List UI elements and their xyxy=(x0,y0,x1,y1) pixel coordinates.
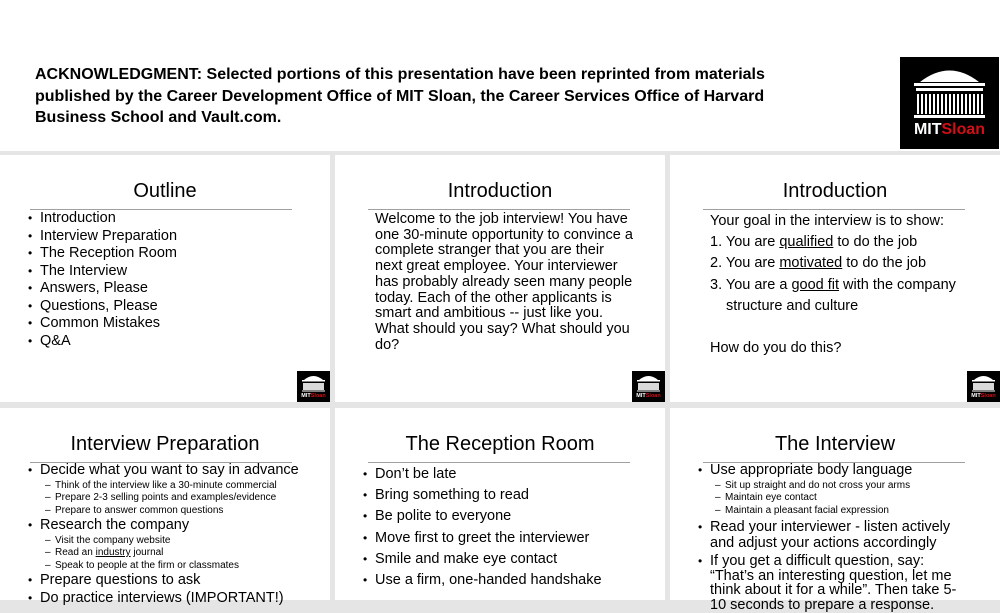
sub-list xyxy=(45,535,299,573)
goal-item-3-continued: structure and culture xyxy=(726,297,859,314)
paragraph-line: do? xyxy=(375,336,400,353)
logo-wordmark: MITSloan xyxy=(636,393,661,399)
paragraph-line: What should you say? What should you xyxy=(375,320,630,337)
title-rule xyxy=(368,462,630,463)
sub-item: – Sit up straight and do not cross your arms xyxy=(715,480,956,493)
list-item: • Answers, Please xyxy=(40,280,177,298)
slide-title: Interview Preparation xyxy=(70,433,260,455)
slide-introduction-2 xyxy=(670,155,1000,402)
goal-item-3: 3. You are a good fit with the company xyxy=(710,276,956,293)
goals-question: How do you do this? xyxy=(710,340,842,357)
goals-text xyxy=(710,211,956,359)
slide-title: The Interview xyxy=(774,433,896,455)
list-item: • Decide what you want to say in advance – Think of the interview like a 30-minute commercial – Prepare 2-3 selling points and examples/evidence – Prepare to answer common questions xyxy=(40,462,299,517)
paragraph-line: complete stranger that you are their xyxy=(375,242,604,259)
title-rule xyxy=(368,209,630,210)
list-item: • Research the company – Visit the company website – Read an industry journal – Speak to people at the firm or classmates xyxy=(40,517,299,572)
ack-line-3: Business School and Vault.com. xyxy=(35,109,282,126)
list-item: • Q&A xyxy=(40,333,177,351)
mit-sloan-logo-small xyxy=(967,371,1000,402)
acknowledgment-header xyxy=(0,0,1000,151)
logo-wordmark: MITSloan xyxy=(971,393,996,399)
list-item: • If you get a difficult question, say: “That’s an interesting question, let me think about it for a while”. Then take 5- 10 seconds to prepare a response. xyxy=(710,554,956,612)
list-item: • Don’t be late xyxy=(375,464,602,485)
logo-wordmark: MITSloan xyxy=(913,121,986,138)
list-item: • Introduction xyxy=(40,210,177,228)
slide-reception-room xyxy=(335,408,665,600)
list-item: • Be polite to everyone xyxy=(375,506,602,527)
paragraph-line: smart and ambitious -- just like you. xyxy=(375,305,604,322)
slide-title: Outline xyxy=(133,180,197,202)
sub-item: – Think of the interview like a 30-minute commercial xyxy=(45,480,299,493)
sub-item: – Maintain a pleasant facial expression xyxy=(715,505,956,518)
list-item: • Prepare questions to ask xyxy=(40,572,299,590)
slide-title: Introduction xyxy=(782,180,888,202)
outline-list xyxy=(40,210,177,350)
prep-list xyxy=(40,462,299,607)
list-item: • Use appropriate body language – Sit up straight and do not cross your arms – Maintain eye contact – Maintain a pleasant facial expression xyxy=(710,462,956,517)
list-item: • Bring something to read xyxy=(375,485,602,506)
sub-item: – Read an industry journal xyxy=(45,547,299,560)
sub-list xyxy=(715,480,956,518)
list-item: • Questions, Please xyxy=(40,298,177,316)
slide-interview-preparation xyxy=(0,408,330,606)
intro-paragraph xyxy=(375,212,633,353)
paragraph-line: next great employee. Your interviewer xyxy=(375,258,618,275)
list-item: • Interview Preparation xyxy=(40,228,177,246)
list-item: • The Reception Room xyxy=(40,245,177,263)
list-item: • The Interview xyxy=(40,263,177,281)
list-item: • Read your interviewer - listen actively and adjust your actions accordingly xyxy=(710,520,956,551)
sub-item: – Prepare 2-3 selling points and examples/evidence xyxy=(45,492,299,505)
goals-lead: Your goal in the interview is to show: xyxy=(710,213,945,229)
sub-item: – Speak to people at the firm or classmates xyxy=(45,560,299,573)
reception-list xyxy=(375,464,602,591)
list-item: • Do practice interviews (IMPORTANT!) xyxy=(40,590,299,608)
goal-item-1: 1. You are qualified to do the job xyxy=(710,234,918,251)
ack-line-2: published by the Career Development Office of MIT Sloan, the Career Services Office of Harvard xyxy=(35,87,765,105)
interview-list xyxy=(710,462,956,612)
list-item: • Use a firm, one-handed handshake xyxy=(375,570,602,591)
list-item: • Common Mistakes xyxy=(40,315,177,333)
slide-title: The Reception Room xyxy=(405,433,595,455)
sub-item: – Visit the company website xyxy=(45,535,299,548)
mit-sloan-logo-small xyxy=(297,371,330,402)
ack-line-1: ACKNOWLEDGMENT: Selected portions of this presentation have been reprinted from materials xyxy=(35,66,765,83)
sub-item: – Maintain eye contact xyxy=(715,492,956,505)
paragraph-line: today. Each of the other applicants is xyxy=(375,289,612,306)
goal-item-2: 2. You are motivated to do the job xyxy=(710,255,927,272)
paragraph-line: one 30-minute opportunity to convince a xyxy=(375,226,633,243)
slide-title: Introduction xyxy=(447,180,553,202)
sub-item: – Prepare to answer common questions xyxy=(45,505,299,518)
mit-sloan-logo-small xyxy=(632,371,665,402)
slide-the-interview xyxy=(670,408,1000,613)
slide-outline xyxy=(0,155,330,402)
sub-list xyxy=(45,480,299,518)
list-item: • Smile and make eye contact xyxy=(375,549,602,570)
title-rule xyxy=(703,209,965,210)
list-item: • Move first to greet the interviewer xyxy=(375,528,602,549)
mit-sloan-logo xyxy=(900,57,999,149)
logo-wordmark: MITSloan xyxy=(301,393,326,399)
acknowledgment-text xyxy=(35,64,795,129)
slide-introduction-1 xyxy=(335,155,665,402)
paragraph-line: has probably already seen many people xyxy=(375,273,633,290)
paragraph-line: Welcome to the job interview! You have xyxy=(375,211,628,227)
